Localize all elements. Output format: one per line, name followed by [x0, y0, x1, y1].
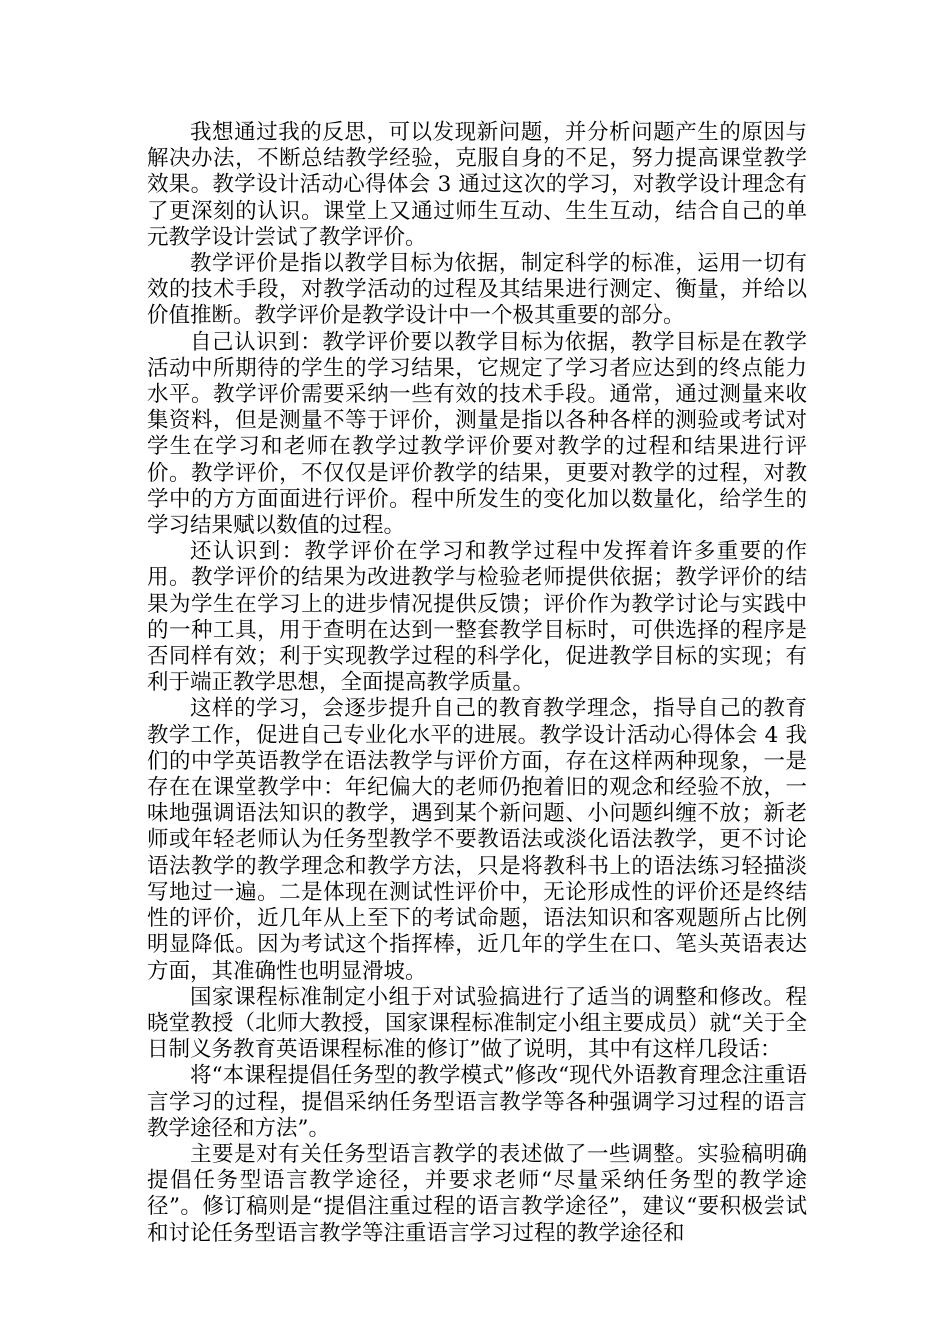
paragraph-8: 主要是对有关任务型语言教学的表述做了一些调整。实验稿明确提倡任务型语言教学途径，并要求老师“尽量采纳任务型的教学途径”。修订稿则是“提倡注重过程的语言教学途径”，建议“要积极尝试和讨论任务型语言教学等注重语言学习过程的教学途径和 [147, 1141, 807, 1246]
paragraph-3: 自己认识到：教学评价要以教学目标为依据，教学目标是在教学活动中所期待的学生的学习结果，它规定了学习者应达到的终点能力水平。教学评价需要采纳一些有效的技术手段。通常，通过测量来收集资料，但是测量不等于评价，测量是指以各种各样的测验或考试对学生在学习和老师在教学过教学评价要对教学的过程和结果进行评价。教学评价，不仅仅是评价教学的结果，更要对教学的过程，对教学中的方方面面进行评价。程中所发生的变化加以数量化，给学生的学习结果赋以数值的过程。 [147, 329, 807, 539]
paragraph-6: 国家课程标准制定小组于对试验搞进行了适当的调整和修改。程晓堂教授（北师大教授，国家课程标准制定小组主要成员）就“关于全日制义务教育英语课程标准的修订”做了说明，其中有这样几段话： [147, 984, 807, 1063]
paragraph-4: 还认识到：教学评价在学习和教学过程中发挥着许多重要的作用。教学评价的结果为改进教学与检验老师提供依据；教学评价的结果为学生在学习上的进步情况提供反馈；评价作为教学讨论与实践中的一种工具，用于查明在达到一整套教学目标时，可供选择的程序是否同样有效；利于实现教学过程的科学化，促进教学目标的实现；有利于端正教学思想，全面提高教学质量。 [147, 539, 807, 696]
document-body [147, 120, 807, 1247]
paragraph-5: 这样的学习，会逐步提升自己的教育教学理念，指导自己的教育教学工作，促进自己专业化水平的进展。教学设计活动心得体会 4 我们的中学英语教学在语法教学与评价方面，存在这样两种现象，一是存在在课堂教学中：年纪偏大的老师仍抱着旧的观念和经验不放，一味地强调语法知识的教学，遇到某个新问题、小问题纠缠不放；新老师或年轻老师认为任务型教学不要教语法或淡化语法教学，更不讨论语法教学的教学理念和教学方法，只是将教科书上的语法练习轻描淡写地过一遍。二是体现在测试性评价中，无论形成性的评价还是终结性的评价，近几年从上至下的考试命题，语法知识和客观题所占比例明显降低。因为考试这个指挥棒，近几年的学生在口、笔头英语表达方面，其准确性也明显滑坡。 [147, 696, 807, 984]
paragraph-1: 我想通过我的反思，可以发现新问题，并分析问题产生的原因与解决办法，不断总结教学经验，克服自身的不足，努力提高课堂教学效果。教学设计活动心得体会 3 通过这次的学习，对教学设计理念有了更深刻的认识。课堂上又通过师生互动、生生互动，结合自己的单元教学设计尝试了教学评价。 [147, 120, 807, 250]
paragraph-7: 将“本课程提倡任务型的教学模式”修改“现代外语教育理念注重语言学习的过程，提倡采纳任务型语言教学等各种强调学习过程的语言教学途径和方法”。 [147, 1063, 807, 1141]
paragraph-2: 教学评价是指以教学目标为依据，制定科学的标准，运用一切有效的技术手段，对教学活动的过程及其结果进行测定、衡量，并给以价值推断。教学评价是教学设计中一个极其重要的部分。 [147, 251, 807, 329]
